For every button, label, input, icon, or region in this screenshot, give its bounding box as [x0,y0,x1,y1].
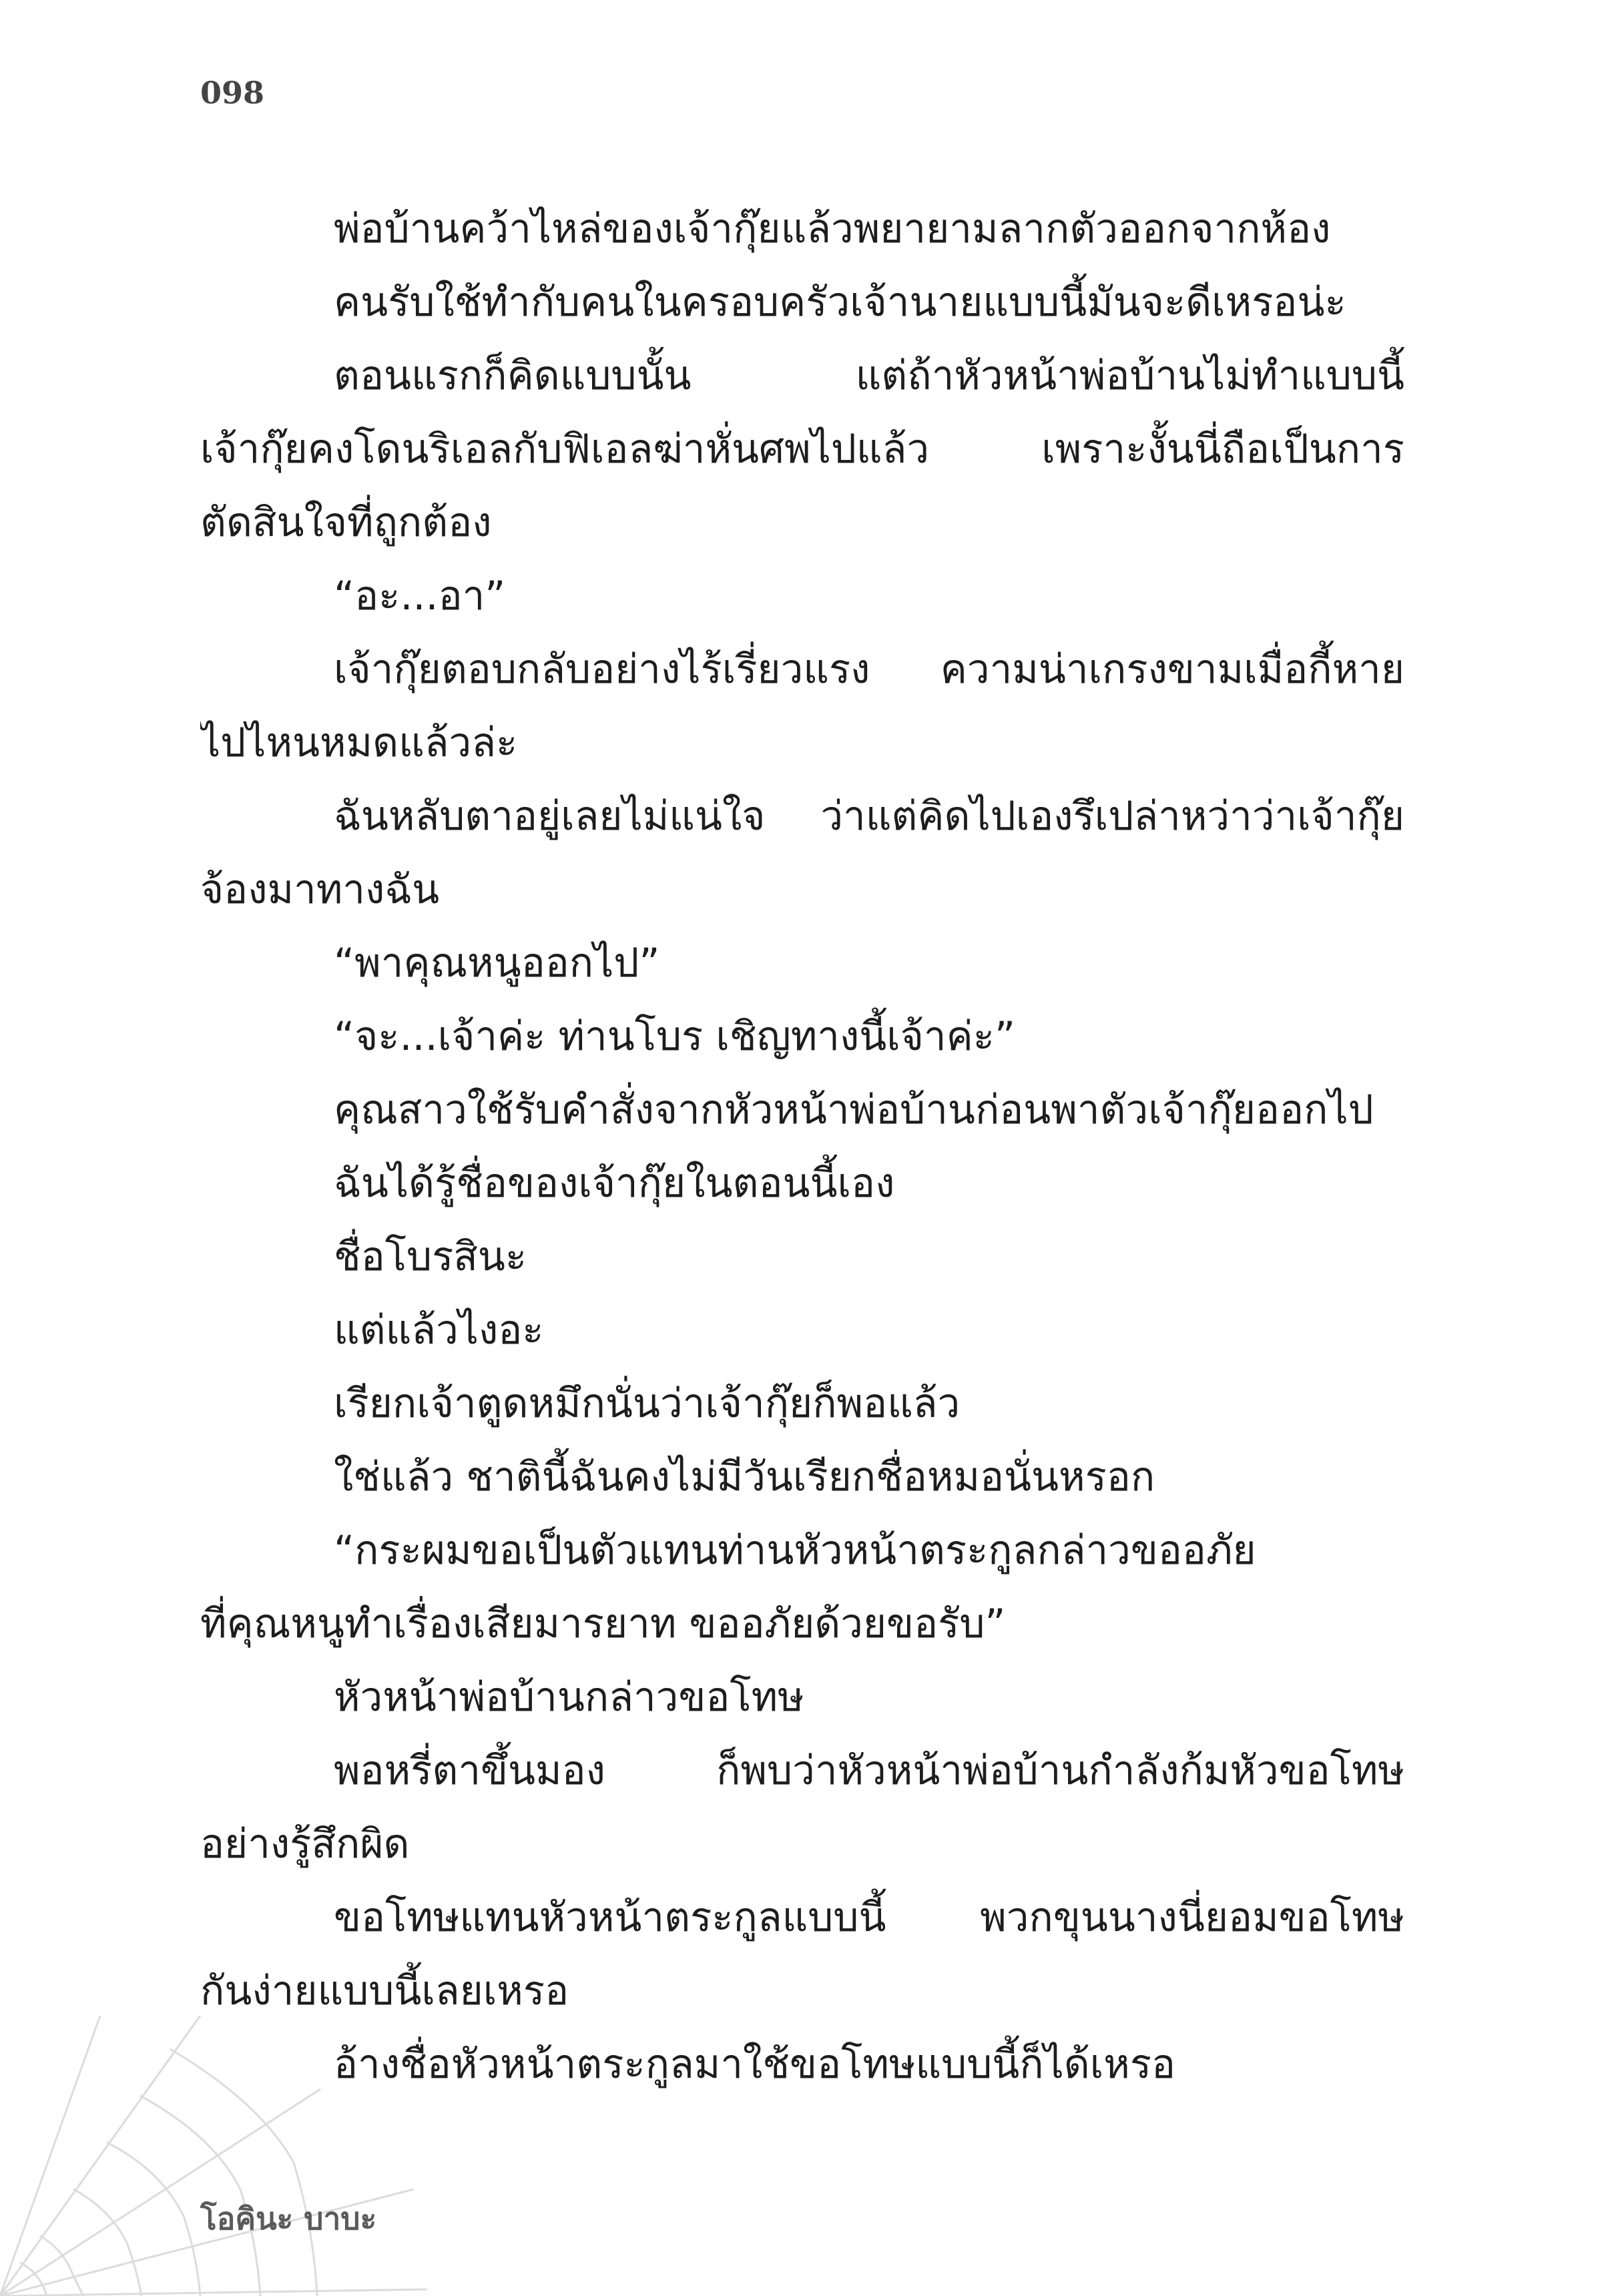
text-line: กันง่ายแบบนี้เลยเหรอ [200,1968,569,2014]
text-line: “จะ...เจ้าค่ะ ท่านโบร เชิญทางนี้เจ้าค่ะ” [334,1013,1016,1060]
text-line: ขอโทษแทนหัวหน้าตระกูลแบบนี้ พวกขุนนางนี่ยอมขอโทษ [334,1894,1404,1941]
text-line: ฉันหลับตาอยู่เลยไม่แน่ใจ ว่าแต่คิดไปเองรึเปล่าหว่าว่าเจ้ากุ๊ย [334,793,1404,840]
text-line: เรียกเจ้าตูดหมึกนั่นว่าเจ้ากุ๊ยก็พอแล้ว [334,1380,961,1427]
text-line: จ้องมาทางฉัน [200,866,440,913]
text-line: พอหรี่ตาขึ้นมอง ก็พบว่าหัวหน้าพ่อบ้านกำลังก้มหัวขอโทษ [334,1747,1404,1794]
text-line: อย่างรู้สึกผิด [200,1821,410,1868]
text-line: เจ้ากุ๊ยคงโดนริเอลกับฟิเอลฆ่าหั่นศพไปแล้ว เพราะงั้นนี่ถือเป็นการ [200,426,1404,473]
text-line: “กระผมขอเป็นตัวแทนท่านหัวหน้าตระกูลกล่าวขออภัย [334,1527,1256,1574]
text-line: อ้างชื่อหัวหน้าตระกูลมาใช้ขอโทษแบบนี้ก็ได้เหรอ [334,2041,1176,2088]
body-text [200,192,1404,2101]
text-line: คุณสาวใช้รับคำสั่งจากหัวหน้าพ่อบ้านก่อนพาตัวเจ้ากุ๊ยออกไป [334,1087,1374,1133]
text-line: หัวหน้าพ่อบ้านกล่าวขอโทษ [334,1674,804,1721]
text-line: ฉันได้รู้ชื่อของเจ้ากุ๊ยในตอนนี้เอง [334,1160,895,1207]
footer-author: โอคินะ บาบะ [200,2201,377,2237]
text-line: ตอนแรกก็คิดแบบนั้น แต่ถ้าหัวหน้าพ่อบ้านไม่ทำแบบนี้ [334,352,1404,399]
text-line: แต่แล้วไงอะ [334,1307,544,1354]
text-line: ตัดสินใจที่ถูกต้อง [200,499,492,546]
text-line: ใช่แล้ว ชาตินี้ฉันคงไม่มีวันเรียกชื่อหมอนั่นหรอก [334,1454,1155,1500]
text-line: “พาคุณหนูออกไป” [334,940,660,986]
text-line: ชื่อโบรสินะ [334,1233,527,1280]
page-number: 098 [200,75,265,111]
text-line: คนรับใช้ทำกับคนในครอบครัวเจ้านายแบบนี้มันจะดีเหรอน่ะ [334,279,1346,326]
text-line: ไปไหนหมดแล้วล่ะ [200,720,518,766]
spider-web-decoration [0,2016,427,2296]
text-line: “อะ...อา” [334,573,506,619]
text-line: เจ้ากุ๊ยตอบกลับอย่างไร้เรี่ยวแรง ความน่าเกรงขามเมื่อกี้หาย [334,646,1404,693]
text-line: ที่คุณหนูทำเรื่องเสียมารยาท ขออภัยด้วยขอรับ” [200,1601,1006,1647]
text-line: พ่อบ้านคว้าไหล่ของเจ้ากุ๊ยแล้วพยายามลากตัวออกจากห้อง [334,206,1331,252]
